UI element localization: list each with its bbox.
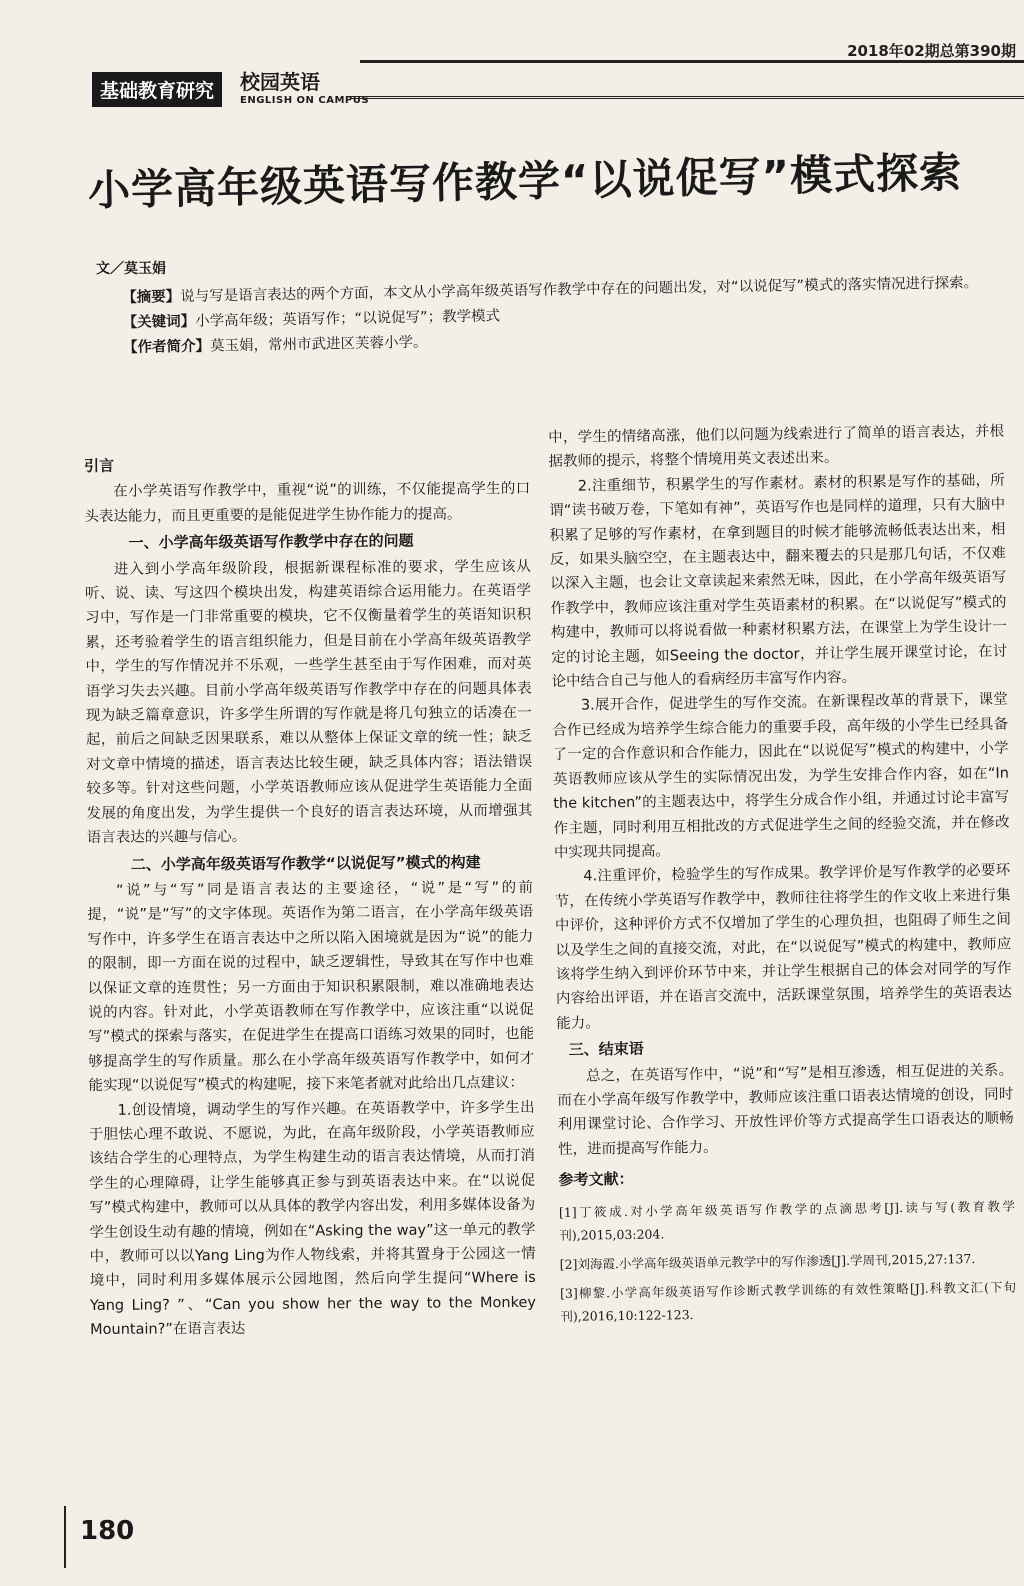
- section-1-heading: 一、小学高年级英语写作教学中存在的问题: [128, 531, 414, 552]
- point-4-paragraph: 4.注重评价，检验学生的写作成果。教学评价是写作教学的必要环节，在传统小学英语写作教学中，教师往往将学生的作文收上来进行集中评价，这种评价方式不仅增加了学生的心理负担，也阻碍了师生之间以及学生之间的直接交流，对此，在“以说促写”模式的构建中，教师应该将学生纳入到评价环节中来，并让学生根据自己的体会对同学的写作内容给出评语，并在语言交流中，活跃课堂氛围，培养学生的英语表达能力。: [554, 862, 1013, 1032]
- issue-rule: [360, 60, 1024, 63]
- abstract-block: [122, 271, 995, 361]
- reference-item: [1]丁筱成.对小学高年级英语写作教学的点滴思考[J].读与写(教育教学刊),2015,03:204.: [558, 1198, 1016, 1243]
- conclusion-paragraph: 总之，在英语写作中，“说”和“写”是相互渗透，相互促进的关系。而在小学高年级写作教学中，教师应该注重口语表达情境的创设，同时利用课堂讨论、合作学习、开放性评价等方式提高学生口语表达的顺畅性，进而提高写作能力。: [557, 1062, 1014, 1158]
- author-label: 【作者简介】: [122, 338, 211, 356]
- reference-item: [3]柳黎.小学高年级英语写作诊断式教学训练的有效性策略[J].科教文汇(下旬刊),2016,10:122-123.: [560, 1279, 1017, 1324]
- keywords-label: 【关键词】: [122, 313, 196, 331]
- section-2-heading: 二、小学高年级英语写作教学“以说促写”模式的构建: [130, 852, 481, 874]
- intro-paragraph: 在小学英语写作教学中，重视“说”的训练，不仅能提高学生的口头表达能力，而且更重要的是能促进学生协作能力的提高。: [84, 481, 531, 525]
- continued-paragraph: 中，学生的情绪高涨，他们以问题为线索进行了简单的语言表达，并根据教师的提示，将整个情境用英文表述出来。: [548, 423, 1005, 471]
- page-number-rule: [64, 1506, 66, 1568]
- section-3-heading: 三、结束语: [568, 1039, 644, 1059]
- references: [558, 1162, 1016, 1328]
- section-tag: 基础教育研究: [92, 72, 222, 107]
- right-column: [548, 420, 1017, 1334]
- article-title: 小学高年级英语写作教学“以说促写”模式探索: [87, 147, 963, 215]
- section-2-paragraph-2: 1.创设情境，调动学生的写作兴趣。在英语教学中，许多学生出于胆怯心理不敢说、不愿说，为此，在高年级阶段，小学英语教师应该结合学生的心理特点，为学生构建生动的语言表达情境，从而打消学生的心理障碍，让学生能够真正参与到英语表达中来。在“以说促写”模式构建中，教师可以从具体的教学内容出发，利用多媒体设备为学生创设生动有趣的情境，例如在“Asking the way”这一单元的教学中，教师可以以Yang Ling为作人物线索，并将其置身于公园这一情境中，同时利用多媒体展示公园地图，然后向学生提问“Where is Yang Ling? ”、“Can you show her the way to the Monkey Mountain?”在语言表达: [88, 1099, 537, 1339]
- section-1-paragraph: 进入到小学高年级阶段，根据新课程标准的要求，学生应该从听、说、读、写这四个模块出发，构建英语综合运用能力。在英语学习中，写作是一门非常重要的模块，它不仅衡量着学生的英语知识积累，还考验着学生的语言组织能力，但是目前在小学高年级英语教学中，学生的写作情况并不乐观，一些学生甚至由于写作困难，而对英语学习失去兴趣。目前小学高年级英语写作教学中存在的问题具体表现为缺乏篇章意识，许多学生所谓的写作就是将几句独立的话凑在一起，前后之间缺乏因果联系，难以从整体上保证文章的统一性；缺乏对文章中情境的描述，语言表达比较生硬，缺乏具体内容；语法错误较多等。针对这些问题，小学英语教师应该从促进学生英语能力全面发展的角度出发，为学生提供一个良好的语言表达环境，从而增强其语言表达的兴趣与信心。: [84, 558, 533, 847]
- summary-text: 说与写是语言表达的两个方面，本文从小学高年级英语写作教学中存在的问题出发，对“以说促写”模式的落实情况进行探索。: [180, 275, 979, 305]
- reference-item: [2]刘海霞.小学高年级英语单元教学中的写作渗透[J].学周刊,2015,27:137.: [559, 1250, 976, 1272]
- author-text: 莫玉娟，常州市武进区芙蓉小学。: [209, 334, 428, 355]
- summary-label: 【摘要】: [122, 288, 181, 306]
- intro-heading: 引言: [84, 456, 115, 475]
- point-3-paragraph: 3.展开合作，促进学生的写作交流。在新课程改革的背景下，课堂合作已经成为培养学生综合能力的重要手段，高年级的小学生已经具备了一定的合作意识和合作能力，因此在“以说促写”模式的构建中，小学英语教师应该从学生的实际情况出发，为学生安排合作内容，如在“In the kitchen”的主题表达中，将学生分成合作小组，并通过讨论丰富写作主题，同时利用互相批改的方式促进学生之间的经验交流，并在修改中实现共同提高。: [552, 692, 1010, 861]
- point-2-paragraph: 2.注重细节，积累学生的写作素材。素材的积累是写作的基础，所谓“读书破万卷，下笔如有神”，英语写作也是同样的道理，只有大脑中积累了足够的写作素材，在拿到题目的时候才能够流畅低表达出来，相反，如果头脑空空，在主题表达中，翻来覆去的只是那几句话，不仅难以深入主题，也会让文章读起来索然无味，因此，在小学高年级英语写作教学中，教师应该注重对学生英语素材的积累。在“以说促写”模式的构建中，教师可以将说看做一种素材积累方法，在课堂上为学生设计一定的讨论主题，如Seeing the doctor，并让学生展开课堂讨论，在讨论中结合自己与他人的看病经历丰富写作内容。: [549, 472, 1008, 691]
- article-byline: 文／莫玉娟: [96, 261, 166, 277]
- header-rule: [350, 96, 1024, 103]
- left-column: [84, 449, 536, 1343]
- keywords-text: 小学高年级；英语写作；“以说促写”；教学模式: [194, 308, 501, 330]
- column-name-english: ENGLISH ON CAMPUS: [240, 95, 370, 106]
- column-name: 校园英语: [240, 70, 320, 94]
- section-2-paragraph-1: “说”与“写”同是语言表达的主要途径，“说”是“写”的前提，“说”是“写”的文字体现。英语作为第二语言，在小学高年级英语写作中，许多学生在语言表达中之所以陷入困境就是因为“说”的能力的限制，即一方面在说的过程中，缺乏逻辑性，导致其在写作中也难以保证文章的连贯性；另一方面由于知识积累限制，难以准确地表达说的内容。针对此，小学英语教师在写作教学中，应该注重“以说促写”模式的探索与落实，在促进学生在提高口语练习效果的同时，也能够提高学生的写作质量。那么在小学高年级英语写作教学中，如何才能实现“以说促写”模式的构建呢，接下来笔者就对此给出几点建议：: [87, 879, 535, 1095]
- issue-label: 2018年02期总第390期: [847, 42, 1016, 60]
- references-heading: 参考文献：: [558, 1170, 634, 1190]
- page-number: 180: [80, 1516, 135, 1546]
